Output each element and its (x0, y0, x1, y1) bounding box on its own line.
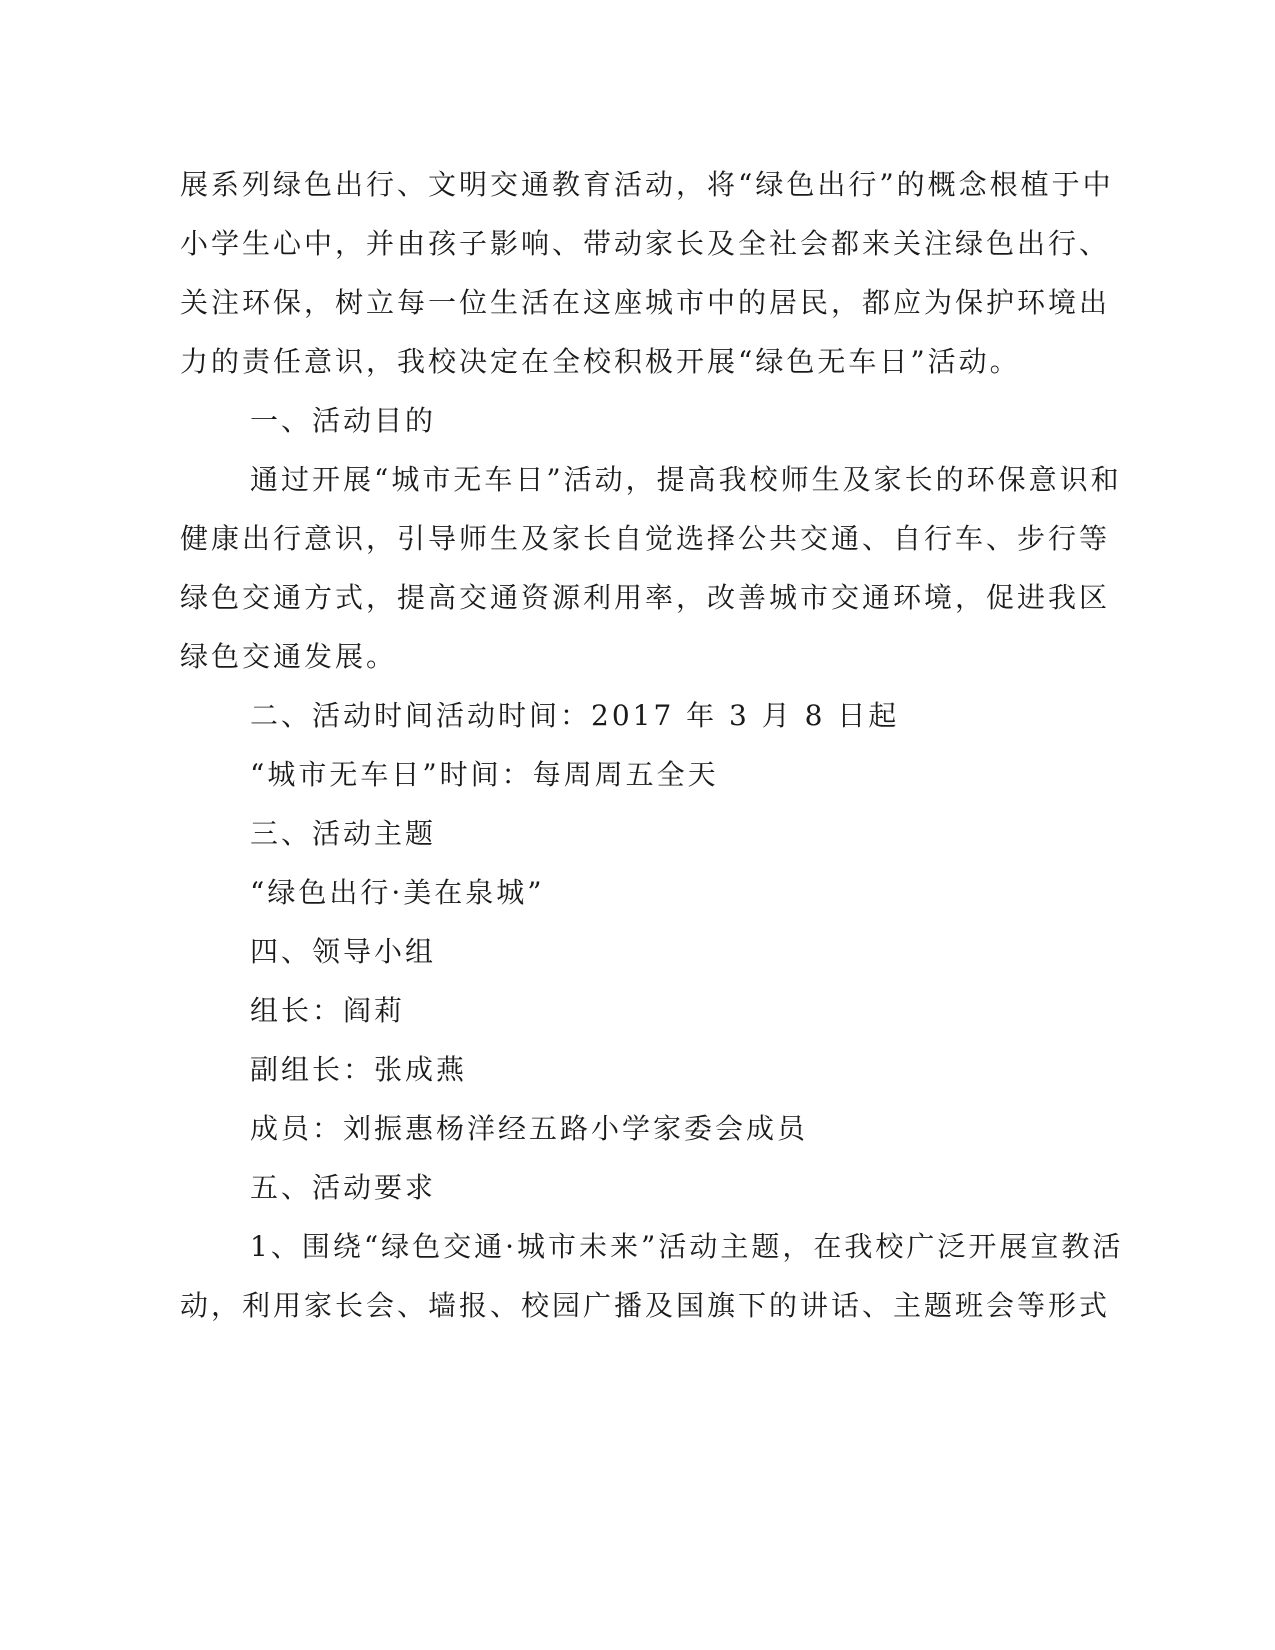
text-line: 小学生心中，并由孩子影响、带动家长及全社会都来关注绿色出行、 (180, 227, 1111, 260)
heading-text: 三、活动主题 (250, 817, 437, 850)
text-line: 健康出行意识，引导师生及家长自觉选择公共交通、自行车、步行等 (180, 522, 1111, 555)
heading-text: 二、活动时间活动时间：2017 年 3 月 8 日起 (250, 699, 900, 732)
heading-text: 一、活动目的 (250, 404, 437, 437)
text-line: 关注环保，树立每一位生活在这座城市中的居民，都应为保护环境出 (180, 286, 1111, 319)
requirement-item-1 (180, 1217, 1124, 1335)
text-line: “绿色出行·美在泉城” (250, 876, 545, 909)
section-heading-requirements (180, 1158, 1030, 1217)
document-body (180, 155, 1124, 1335)
heading-text: 五、活动要求 (250, 1171, 437, 1204)
purpose-paragraph (180, 450, 1122, 686)
text-line: 力的责任意识，我校决定在全校积极开展“绿色无车日”活动。 (180, 345, 1021, 378)
text-line: 副组长：张成燕 (250, 1053, 468, 1086)
section-heading-leadership (180, 922, 1030, 981)
text-line: 1、围绕“绿色交通·城市未来”活动主题，在我校广泛开展宣教活 (250, 1230, 1124, 1263)
intro-paragraph (180, 155, 1114, 391)
group-leader (180, 981, 1030, 1040)
text-line: 动，利用家长会、墙报、校园广播及国旗下的讲话、主题班会等形式 (180, 1289, 1111, 1322)
text-line: 组长：阎莉 (250, 994, 406, 1027)
text-line: 成员：刘振惠杨洋经五路小学家委会成员 (250, 1112, 809, 1145)
text-line: 绿色交通发展。 (180, 640, 398, 673)
text-line: 展系列绿色出行、文明交通教育活动，将“绿色出行”的概念根植于中 (180, 168, 1114, 201)
section-heading-purpose (180, 391, 1030, 450)
heading-text: 四、领导小组 (250, 935, 437, 968)
theme-slogan (180, 863, 1030, 922)
section-heading-time (180, 686, 1030, 745)
text-line: “城市无车日”时间：每周周五全天 (250, 758, 719, 791)
no-car-day-time (180, 745, 1030, 804)
section-heading-theme (180, 804, 1030, 863)
text-line: 通过开展“城市无车日”活动，提高我校师生及家长的环保意识和 (250, 463, 1122, 496)
deputy-leader (180, 1040, 1030, 1099)
text-line: 绿色交通方式，提高交通资源利用率，改善城市交通环境，促进我区 (180, 581, 1111, 614)
group-members (180, 1099, 1030, 1158)
